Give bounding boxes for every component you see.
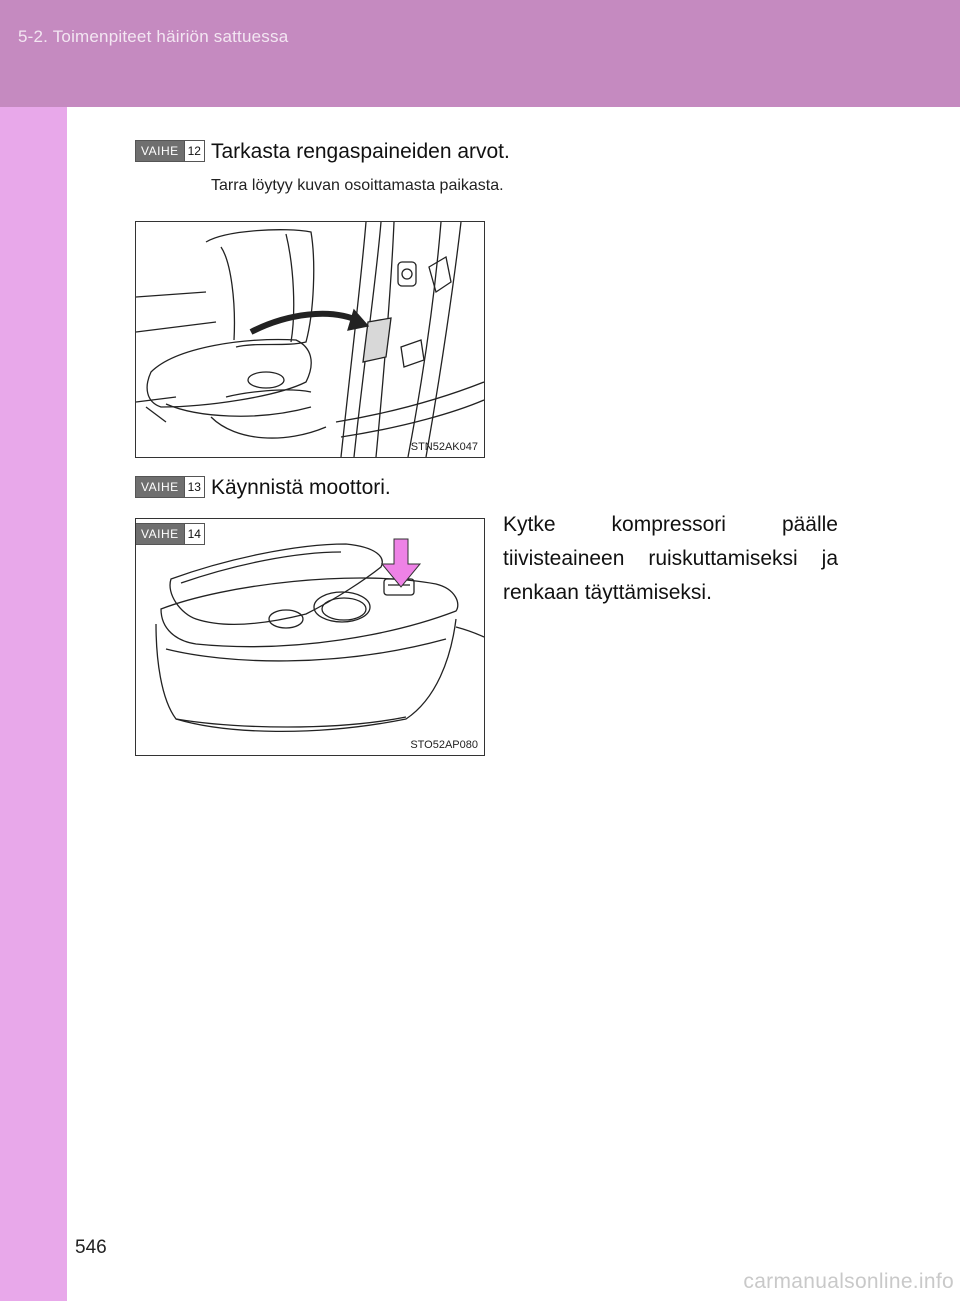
step-badge-number: 14	[184, 524, 204, 544]
step-12-note: Tarra löytyy kuvan osoittamasta paikasta.	[211, 177, 504, 194]
step-14-text: Kytke kompressori päälle tiivisteaineen ruiskuttamiseksi ja renkaan täyttämiseksi.	[503, 513, 838, 604]
step-badge-label: VAIHE	[136, 477, 184, 497]
step-badge-14	[136, 523, 205, 545]
seat-door-pillar-illustration	[136, 222, 484, 457]
step-badge-number: 13	[184, 477, 204, 497]
step-badge-number: 12	[184, 141, 204, 161]
step-12-title: Tarkasta rengaspaineiden arvot.	[211, 140, 510, 163]
step-badge-label: VAIHE	[136, 524, 184, 544]
side-strip	[0, 107, 67, 1301]
header-band	[0, 0, 960, 107]
seat-door-pillar-figure	[135, 221, 485, 458]
page-number: 546	[75, 1237, 107, 1258]
step-badge-12	[135, 140, 205, 162]
step-badge-label: VAIHE	[136, 141, 184, 161]
section-title: 5-2. Toimenpiteet häiriön sattuessa	[18, 27, 289, 46]
figure-code: STN52AK047	[410, 441, 478, 453]
figure-code: STO52AP080	[410, 739, 478, 751]
compressor-illustration	[136, 519, 484, 755]
compressor-figure	[135, 518, 485, 756]
step-badge-13	[135, 476, 205, 498]
step-13-title: Käynnistä moottori.	[211, 476, 391, 499]
watermark: carmanualsonline.info	[743, 1270, 954, 1293]
